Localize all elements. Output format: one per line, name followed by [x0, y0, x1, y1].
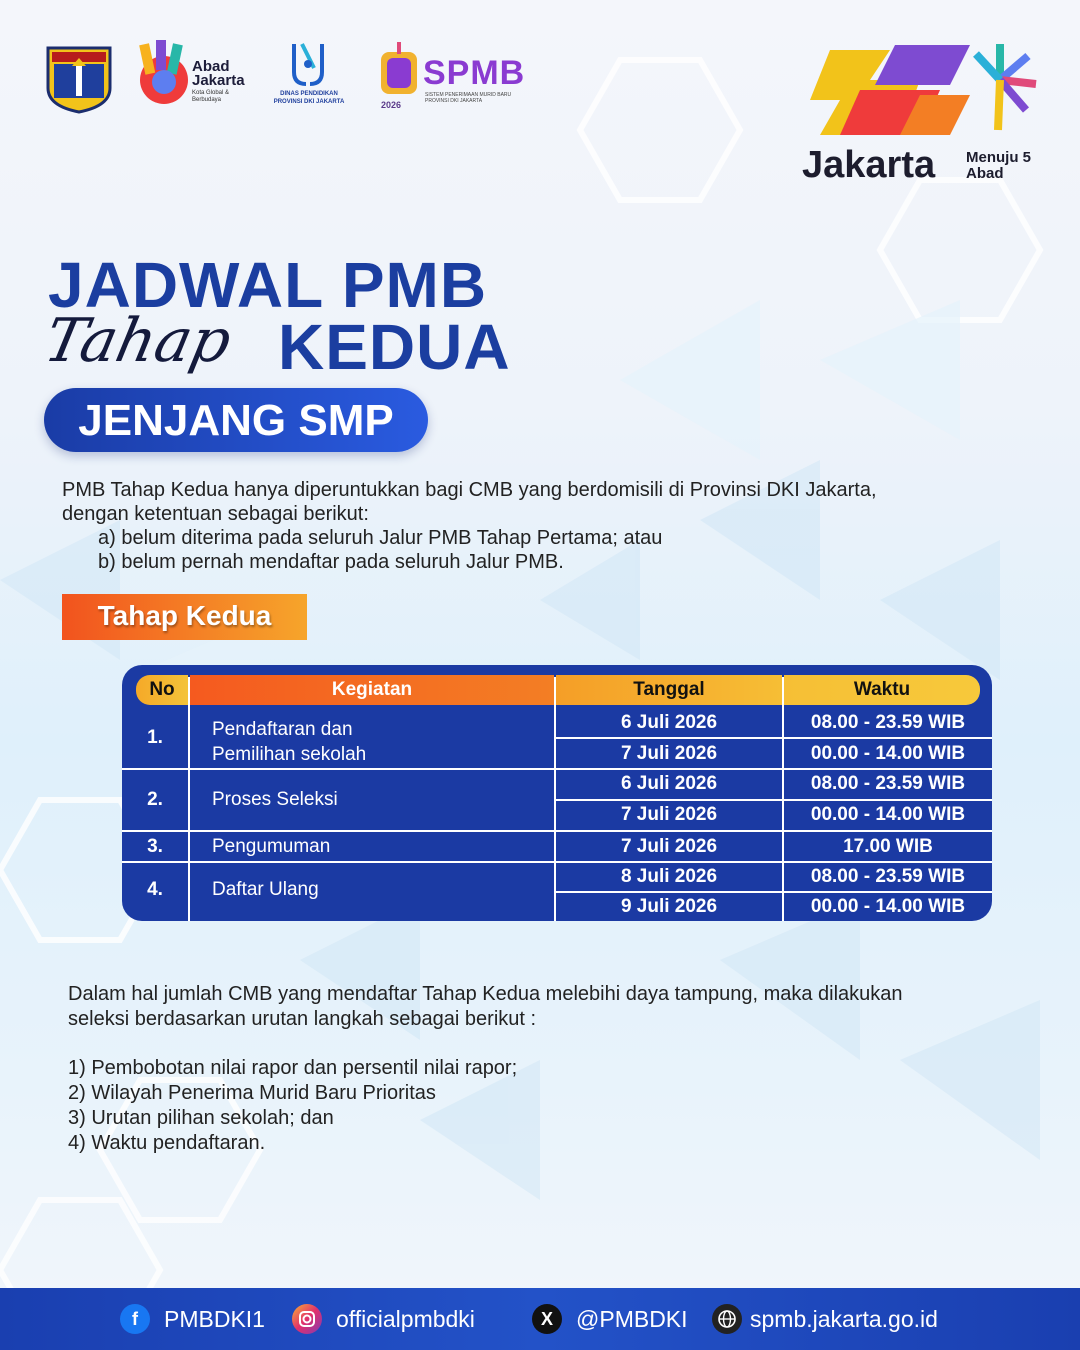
table-row-activity: Daftar Ulang [212, 879, 319, 900]
table-cell-time: 00.00 - 14.00 WIB [810, 743, 966, 764]
x-link[interactable] [532, 1304, 688, 1334]
table-row-activity: Pendaftaran dan [212, 719, 353, 740]
page-title-second-line: KEDUA [278, 311, 511, 383]
menuju-5-abad-text: Menuju 5 Abad [966, 149, 1032, 182]
intro-line: PMB Tahap Kedua hanya diperuntukkan bagi CMB yang berdomisili di Provinsi DKI Jakarta, [62, 479, 877, 501]
spmb-mark-icon [377, 42, 421, 100]
intro-line: dengan ketentuan sebagai berikut: [62, 503, 369, 525]
selection-note [68, 982, 903, 1032]
table-row-activity: Pemilihan sekolah [212, 744, 367, 765]
table-cell-date: 7 Juli 2026 [620, 743, 718, 764]
website-url: spmb.jakarta.go.id [750, 1305, 938, 1332]
table-divider [188, 705, 190, 921]
jakarta-wordmark: Jakarta [802, 144, 936, 186]
table-cell-date: 9 Juli 2026 [620, 896, 718, 917]
table-divider [122, 861, 992, 863]
table-cell-date: 7 Juli 2026 [620, 804, 718, 825]
table-row-number: 3. [147, 836, 163, 857]
spmb-subtitle: SISTEM PENERIMAAN MURID BARU PROVINSI DKI JAKARTA [425, 92, 512, 104]
selection-note-line: seleksi berdasarkan urutan langkah sebagai berikut : [68, 1008, 537, 1030]
table-cell-date: 6 Juli 2026 [620, 712, 718, 733]
selection-note-line: Dalam hal jumlah CMB yang mendaftar Tahap Kedua melebihi daya tampung, maka dilakukan [68, 983, 903, 1005]
list-item: 2) Wilayah Penerima Murid Baru Prioritas [68, 1082, 436, 1104]
table-cell-time: 00.00 - 14.00 WIB [810, 804, 966, 825]
abad-jakarta-logo [134, 38, 249, 114]
dinas-pendidikan-logo [272, 38, 344, 114]
spmb-logo [377, 42, 537, 116]
level-badge-label: JENJANG SMP [78, 396, 394, 445]
list-item: 1) Pembobotan nilai rapor dan persentil nilai rapor; [68, 1057, 518, 1079]
table-header-tanggal: Tanggal [556, 675, 782, 705]
dinas-pendidikan-text: DINAS PENDIDIKAN PROVINSI DKI JAKARTA [273, 91, 345, 105]
table-divider [554, 677, 556, 705]
intro-condition-a: a) belum diterima pada seluruh Jalur PMB Tahap Pertama; atau [98, 527, 663, 549]
table-row-activity: Proses Seleksi [212, 789, 338, 810]
table-divider [554, 891, 992, 893]
abad-mark-icon [134, 38, 190, 108]
selection-steps-list [68, 1056, 517, 1156]
social-footer [0, 1288, 1080, 1350]
intro-paragraph [62, 478, 877, 574]
table-divider [122, 830, 992, 832]
spmb-wordmark: SPMB [423, 54, 526, 92]
x-handle: @PMBDKI [576, 1305, 688, 1332]
x-icon: X [532, 1304, 562, 1334]
abad-jakarta-subtitle: Kota Global & Berbudaya [192, 90, 230, 103]
table-divider [122, 768, 992, 770]
table-cell-time: 00.00 - 14.00 WIB [810, 896, 966, 917]
table-cell-time: 17.00 WIB [843, 836, 933, 857]
facebook-icon: f [120, 1304, 150, 1334]
table-row-number: 2. [147, 789, 163, 810]
facebook-handle: PMBDKI1 [164, 1305, 265, 1332]
table-cell-date: 8 Juli 2026 [620, 866, 718, 887]
schedule-table [122, 665, 992, 921]
jakarta-menuju-5-abad-logo [800, 40, 1040, 190]
table-row-number: 1. [147, 727, 163, 748]
table-cell-time: 08.00 - 23.59 WIB [810, 773, 966, 794]
intro-condition-b: b) belum pernah mendaftar pada seluruh Jalur PMB. [98, 551, 564, 573]
globe-icon [712, 1304, 742, 1334]
table-row-activity: Pengumuman [212, 836, 331, 857]
jakarta-499-mark-icon [800, 40, 1040, 140]
facebook-link[interactable] [120, 1304, 265, 1334]
table-header-no: No [136, 675, 188, 705]
list-item: 4) Waktu pendaftaran. [68, 1132, 266, 1154]
table-divider [554, 799, 992, 801]
instagram-icon [292, 1304, 322, 1334]
section-tag-label: Tahap Kedua [97, 600, 272, 631]
table-cell-date: 6 Juli 2026 [620, 773, 718, 794]
section-tag [62, 594, 307, 640]
instagram-link[interactable] [292, 1304, 475, 1334]
title-script-word: Tahap [38, 306, 238, 376]
table-header-kegiatan: Kegiatan [190, 675, 554, 705]
table-divider [554, 737, 992, 739]
list-item: 3) Urutan pilihan sekolah; dan [68, 1107, 334, 1129]
website-link[interactable] [712, 1304, 938, 1334]
abad-jakarta-text: Abad Jakarta [192, 58, 245, 89]
table-row-number: 4. [147, 879, 163, 900]
table-cell-time: 08.00 - 23.59 WIB [810, 866, 966, 887]
table-header-waktu: Waktu [784, 675, 980, 705]
table-divider [782, 677, 784, 705]
dinas-mark-icon [272, 38, 344, 90]
level-badge [44, 388, 428, 452]
table-cell-time: 08.00 - 23.59 WIB [810, 712, 966, 733]
jaya-raya-emblem-icon [44, 42, 114, 114]
page-title: JADWAL PMB [48, 249, 488, 321]
table-divider [188, 677, 190, 705]
instagram-handle: officialpmbdki [336, 1305, 475, 1332]
spmb-year: 2026 [381, 100, 402, 110]
table-cell-date: 7 Juli 2026 [620, 836, 718, 857]
